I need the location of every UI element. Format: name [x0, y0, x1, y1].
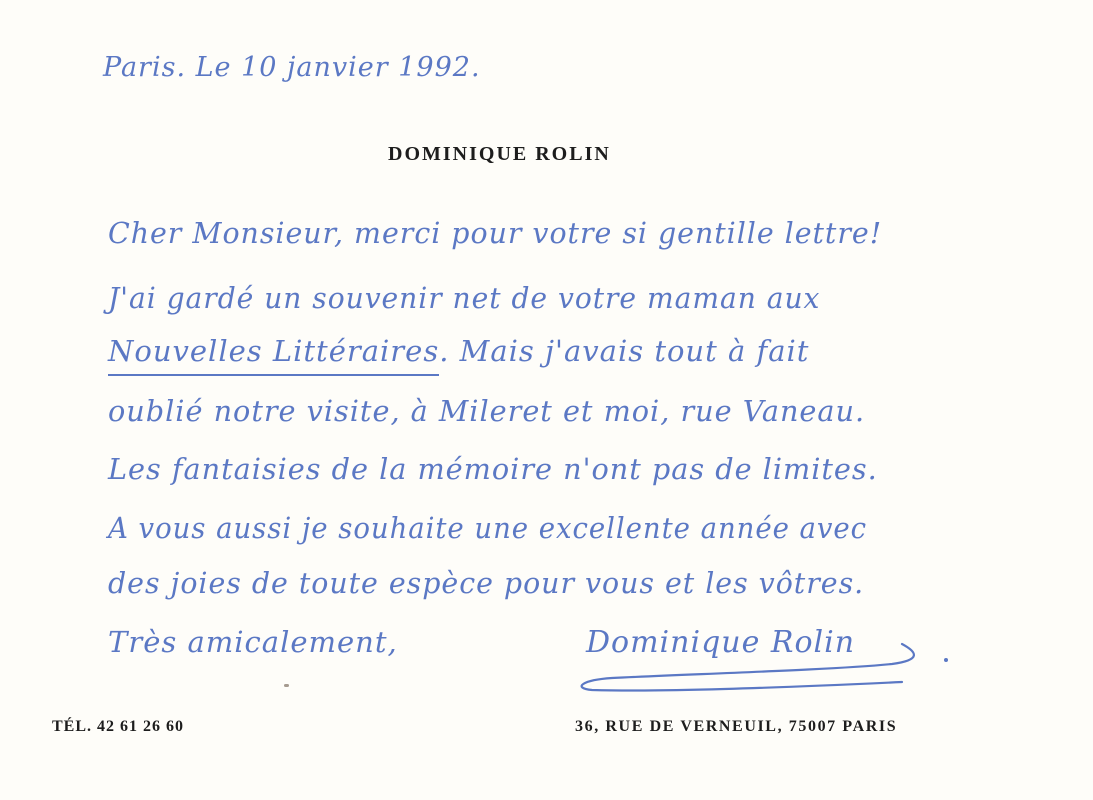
letter-line-6: A vous aussi je souhaite une excellente année avec — [108, 511, 868, 545]
letter-line-3 — [108, 334, 809, 368]
signature-dot — [944, 658, 948, 662]
underlined-title: Nouvelles Littéraires — [108, 334, 439, 376]
closing-line: Très amicalement, — [108, 625, 398, 659]
footer-telephone: TÉL. 42 61 26 60 — [52, 718, 185, 735]
letter-line-2: J'ai gardé un souvenir net de votre maman aux — [108, 281, 821, 315]
signature-text: Dominique Rolin — [586, 625, 856, 660]
letter-line-3-rest: . Mais j'avais tout à fait — [439, 334, 810, 368]
letterhead-name: DOMINIQUE ROLIN — [388, 143, 611, 165]
letter-line-4: oublié notre visite, à Mileret et moi, rue Vaneau. — [108, 394, 866, 428]
letter-line-7: des joies de toute espèce pour vous et les vôtres. — [108, 566, 865, 600]
footer-address: 36, RUE DE VERNEUIL, 75007 PARIS — [575, 718, 898, 735]
handwritten-date: Paris. Le 10 janvier 1992. — [103, 52, 481, 83]
paper-speck — [284, 684, 289, 687]
signature — [572, 612, 962, 702]
letter-line-1: Cher Monsieur, merci pour votre si gentille lettre! — [108, 216, 883, 250]
signature-flourish-icon — [572, 612, 962, 702]
letter-line-5: Les fantaisies de la mémoire n'ont pas de limites. — [108, 452, 878, 486]
